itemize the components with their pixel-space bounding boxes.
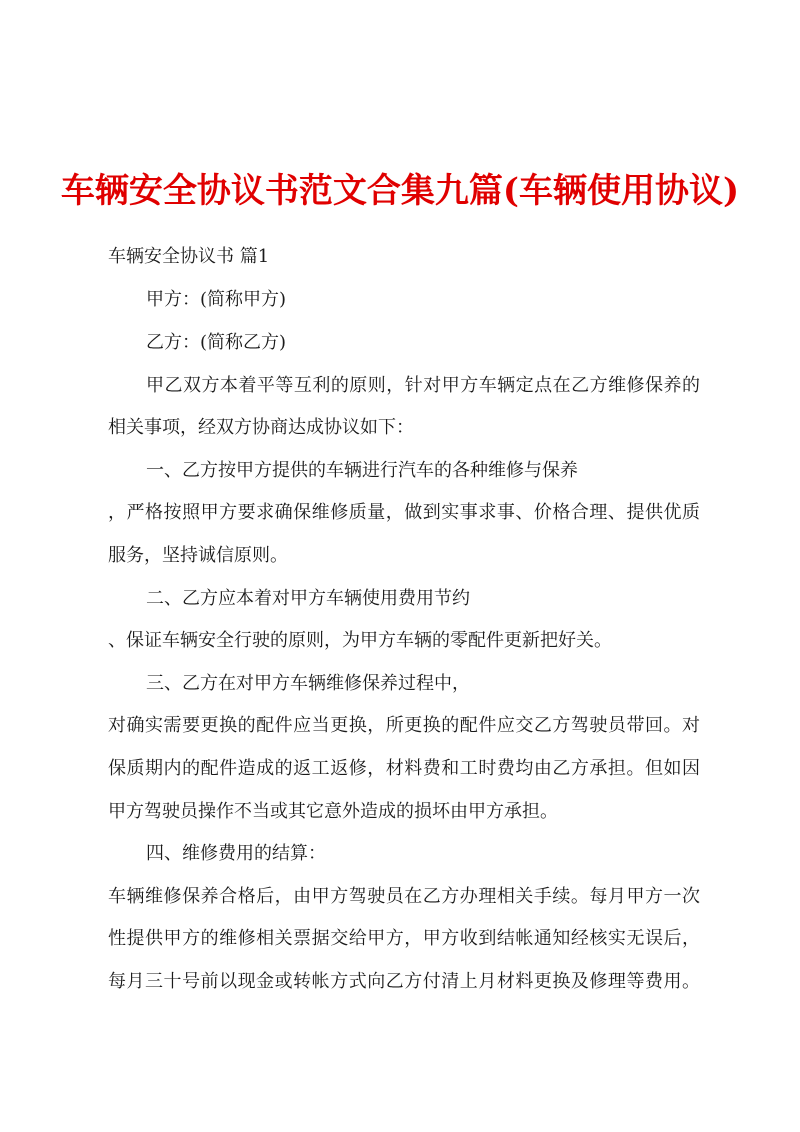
clause-4-line: 性提供甲方的维修相关票据交给甲方，甲方收到结帐通知经核实无误后，	[108, 928, 700, 949]
clause-4-line: 四、维修费用的结算：	[146, 843, 326, 864]
clause-2-line: 、保证车辆安全行驶的原则，为甲方车辆的零配件更新把好关。	[108, 630, 612, 651]
clause-4-line: 每月三十号前以现金或转帐方式向乙方付清上月材料更换及修理等费用。	[108, 971, 700, 992]
party-a-line: 甲方：(简称甲方)	[146, 289, 287, 310]
clause-1-line: ，严格按照甲方要求确保维修质量，做到实事求事、价格合理、提供优质	[108, 502, 700, 523]
clause-1-line: 服务，坚持诚信原则。	[108, 545, 288, 566]
party-b-line: 乙方：(简称乙方)	[146, 332, 287, 353]
clause-3-line: 三、乙方在对甲方车辆维修保养过程中，	[146, 673, 470, 694]
clause-4-line: 车辆维修保养合格后，由甲方驾驶员在乙方办理相关手续。每月甲方一次	[108, 886, 700, 907]
paragraph-line: 相关事项，经双方协商达成协议如下：	[108, 417, 414, 438]
section-heading: 车辆安全协议书 篇1	[108, 246, 270, 267]
document-title: 车辆安全协议书范文合集九篇(车辆使用协议)	[60, 171, 740, 211]
clause-3-line: 对确实需要更换的配件应当更换，所更换的配件应交乙方驾驶员带回。对	[108, 715, 700, 736]
clause-3-line: 甲方驾驶员操作不当或其它意外造成的损坏由甲方承担。	[108, 801, 558, 822]
clause-2-line: 二、乙方应本着对甲方车辆使用费用节约	[146, 588, 470, 609]
clause-3-line: 保质期内的配件造成的返工返修，材料费和工时费均由乙方承担。但如因	[108, 758, 700, 779]
clause-1-line: 一、乙方按甲方提供的车辆进行汽车的各种维修与保养	[146, 460, 578, 481]
paragraph-line: 甲乙双方本着平等互利的原则，针对甲方车辆定点在乙方维修保养的	[146, 375, 700, 396]
